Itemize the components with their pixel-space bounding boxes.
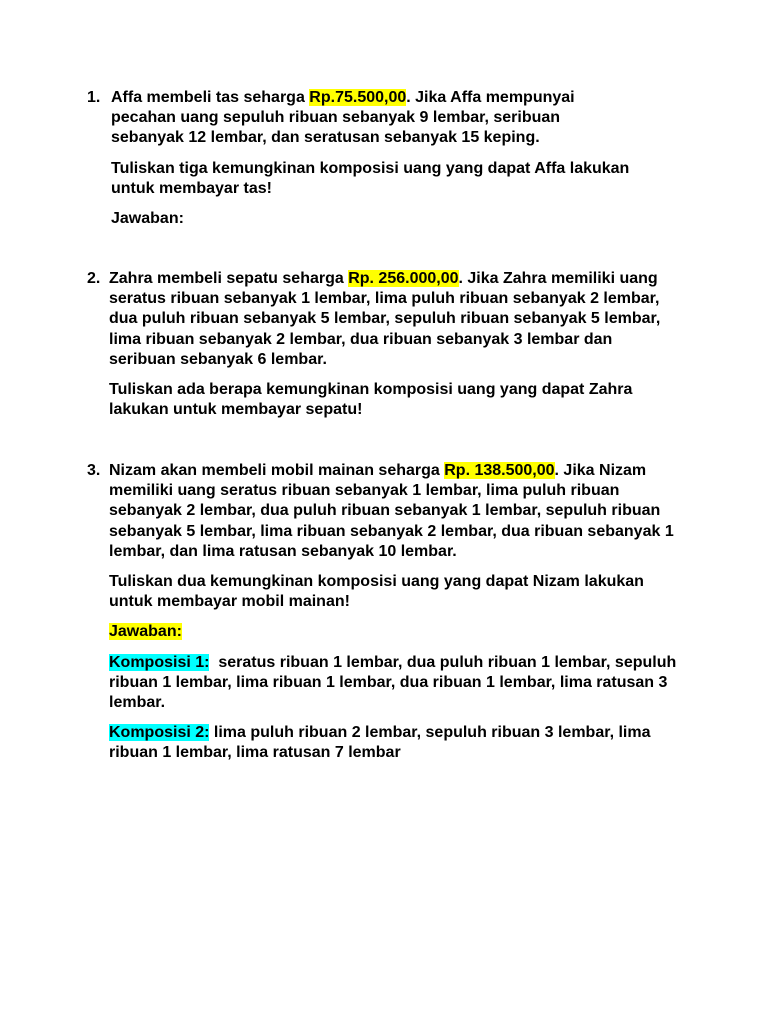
question-body [111,88,687,229]
composition-2 [109,723,669,763]
question-1 [87,88,687,229]
statement-rest: . Jika Nizam memiliki uang seratus ribuan sebanyak 1 lembar, lima puluh ribuan sebanyak 2 lembar, dua puluh ribuan sebanyak 1 lembar, sepuluh ribuan sebanyak 5 lembar, lima ribuan sebanyak 2 lembar, dua ribuan sebanyak 1 lembar, dan lima ratusan sebanyak 10 lembar. [109,462,674,560]
question-task: Tuliskan ada berapa kemungkinan komposisi uang yang dapat Zahra lakukan untuk membayar sepatu! [109,381,633,419]
composition-text: seratus ribuan 1 lembar, dua puluh ribuan 1 lembar, sepuluh ribuan 1 lembar, lima ribuan 1 lembar, dua ribuan 1 lembar, lima ratusan 3 lembar. [109,653,681,712]
price-highlight: Rp. 138.500,00 [444,462,555,479]
price-highlight: Rp. 256.000,00 [348,270,459,287]
question-3 [87,461,687,764]
question-2 [87,269,687,420]
question-statement [111,88,631,149]
question-task: Tuliskan dua kemungkinan komposisi uang yang dapat Nizam lakukan untuk membayar mobil mainan! [109,573,644,611]
price-highlight: Rp.75.500,00 [309,89,407,106]
question-number: 3. [87,462,101,479]
question-body [109,269,687,420]
answer-label: Jawaban: [111,210,184,228]
composition-label: Komposisi 2: [109,724,210,742]
question-body [109,461,687,764]
composition-1 [109,653,681,714]
statement-intro: Affa membeli tas seharga [111,89,310,106]
question-statement [109,269,669,370]
statement-rest: . Jika Zahra memiliki uang seratus ribuan sebanyak 1 lembar, lima puluh ribuan sebanyak 2 lembar, dua puluh ribuan sebanyak 5 lembar, sepuluh ribuan sebanyak 5 lembar, lima ribuan sebanyak 2 lembar, dua ribuan sebanyak 3 lembar dan seribuan sebanyak 6 lembar. [109,270,661,368]
answer-label: Jawaban: [109,623,182,641]
answer-label-row [109,622,687,642]
statement-intro: Zahra membeli sepatu seharga [109,270,349,287]
statement-rest: . Jika Affa mempunyai pecahan uang sepuluh ribuan sebanyak 9 lembar, seribuan sebanyak 12 lembar, dan seratusan sebanyak 15 keping. [111,89,575,147]
composition-text: lima puluh ribuan 2 lembar, sepuluh ribuan 3 lembar, lima ribuan 1 lembar, lima ratusan 7 lembar [109,724,655,762]
question-number: 2. [87,270,101,287]
question-number: 1. [87,89,101,106]
question-statement [109,461,674,562]
question-task: Tuliskan tiga kemungkinan komposisi uang yang dapat Affa lakukan untuk membayar tas! [111,159,630,197]
statement-intro: Nizam akan membeli mobil mainan seharga [109,462,445,479]
composition-label: Komposisi 1: [109,653,210,671]
